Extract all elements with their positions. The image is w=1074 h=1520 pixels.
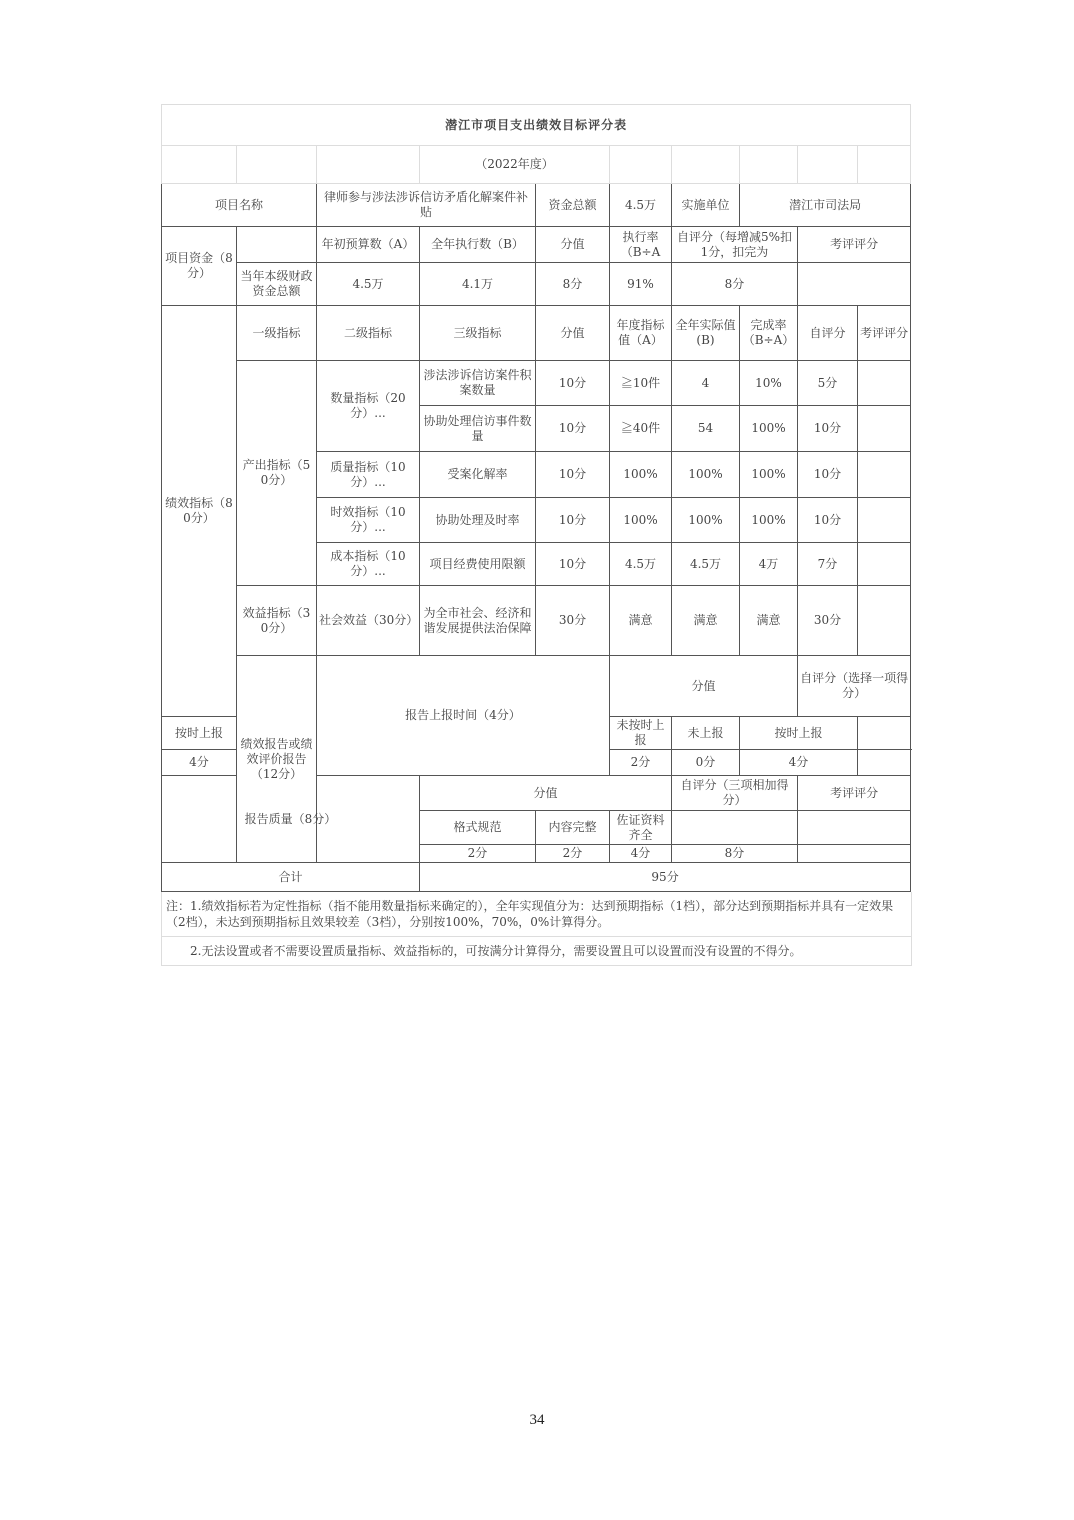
actual-cell: 4 xyxy=(672,361,740,406)
perf-l2-header: 二级指标 xyxy=(317,306,420,361)
review-cell xyxy=(858,543,911,586)
unit-value: 潜江市司法局 xyxy=(740,184,911,227)
review-cell xyxy=(858,498,911,543)
rate-cell: 10% xyxy=(740,361,798,406)
option-late: 未按时上报 xyxy=(610,717,672,750)
review-cell xyxy=(858,361,911,406)
year-label: （2022年度） xyxy=(420,146,610,184)
scoring-sheet xyxy=(161,104,910,966)
rate-cell: 100% xyxy=(740,406,798,452)
funds-score: 8分 xyxy=(536,263,610,306)
self-score-cell: 10分 xyxy=(798,452,858,498)
note-2: 2.无法设置或者不需要设置质量指标、效益指标的，可按满分计算得分，需要设置且可以设置而没有设置的不得分。 xyxy=(162,936,911,965)
funds-review-header: 考评评分 xyxy=(798,227,911,263)
report-time-label: 报告上报时间（4分） xyxy=(317,656,610,776)
funds-row-label: 项目资金（8分） xyxy=(162,227,237,306)
report-time-header-row xyxy=(162,656,911,717)
funds-source-label: 当年本级财政资金总额 xyxy=(237,263,317,306)
perf-review-header: 考评评分 xyxy=(858,306,911,361)
self-score-cell: 5分 xyxy=(798,361,858,406)
perf-target-header: 年度指标值（A） xyxy=(610,306,672,361)
perf-l1-header: 一级指标 xyxy=(237,306,317,361)
points-format: 2分 xyxy=(420,845,536,863)
fund-total-label: 资金总额 xyxy=(536,184,610,227)
page-number: 34 xyxy=(529,1412,545,1428)
actual-cell: 满意 xyxy=(672,586,740,656)
self-score-cell: 10分 xyxy=(798,498,858,543)
funds-self-header: 自评分（每增减5%扣1分，扣完为 xyxy=(672,227,798,263)
perf-actual-header: 全年实际值(B) xyxy=(672,306,740,361)
fund-total-value: 4.5万 xyxy=(610,184,672,227)
option-ontime: 按时上报 xyxy=(162,717,237,750)
l2-indicator: 数量指标（20分）... xyxy=(317,361,420,452)
report-quality-self-label: 自评分（三项相加得分） xyxy=(672,776,798,811)
report-quality-self-points: 8分 xyxy=(672,845,798,863)
project-name-value: 律师参与涉法涉诉信访矛盾化解案件补贴 xyxy=(317,184,536,227)
target-cell: 4.5万 xyxy=(610,543,672,586)
actual-cell: 100% xyxy=(672,452,740,498)
l3-indicator: 协助处理信访事件数量 xyxy=(420,406,536,452)
score-cell: 10分 xyxy=(536,406,610,452)
self-score-cell: 7分 xyxy=(798,543,858,586)
report-quality-label: 报告质量（8分） xyxy=(162,776,420,863)
l2-indicator: 成本指标（10分）... xyxy=(317,543,420,586)
option-evidence: 佐证资料齐全 xyxy=(610,811,672,845)
l3-indicator: 项目经费使用限额 xyxy=(420,543,536,586)
total-row xyxy=(162,863,911,892)
l3-indicator: 协助处理及时率 xyxy=(420,498,536,543)
option-content: 内容完整 xyxy=(536,811,610,845)
funds-review xyxy=(798,263,911,306)
report-time-self-value: 按时上报 xyxy=(740,717,858,750)
report-row-label: 绩效报告或绩效评价报告（12分） xyxy=(237,656,317,863)
scoring-table xyxy=(161,104,911,892)
rate-cell: 满意 xyxy=(740,586,798,656)
self-score-cell: 10分 xyxy=(798,406,858,452)
l2-indicator: 社会效益（30分） xyxy=(317,586,420,656)
target-cell: 100% xyxy=(610,452,672,498)
l3-indicator: 受案化解率 xyxy=(420,452,536,498)
perf-rate-header: 完成率（B÷A） xyxy=(740,306,798,361)
score-cell: 10分 xyxy=(536,498,610,543)
actual-cell: 54 xyxy=(672,406,740,452)
actual-cell: 100% xyxy=(672,498,740,543)
funds-budget: 4.5万 xyxy=(317,263,420,306)
points-late: 2分 xyxy=(610,750,672,776)
funds-budget-header: 年初预算数（A） xyxy=(317,227,420,263)
l2-indicator: 时效指标（10分）... xyxy=(317,498,420,543)
score-cell: 10分 xyxy=(536,543,610,586)
table-row xyxy=(162,586,911,656)
output-indicator-label: 产出指标（50分） xyxy=(237,361,317,586)
unit-label: 实施单位 xyxy=(672,184,740,227)
score-cell: 10分 xyxy=(536,361,610,406)
review-cell xyxy=(858,452,911,498)
perf-l3-header: 三级指标 xyxy=(420,306,536,361)
points-evidence: 4分 xyxy=(610,845,672,863)
score-cell: 30分 xyxy=(536,586,610,656)
score-cell: 10分 xyxy=(536,452,610,498)
funds-score-header: 分值 xyxy=(536,227,610,263)
perf-score-header: 分值 xyxy=(536,306,610,361)
option-none: 未上报 xyxy=(672,717,740,750)
report-quality-review-label: 考评评分 xyxy=(798,776,911,811)
perf-row-label: 绩效指标（80分） xyxy=(162,306,237,717)
funds-value-row xyxy=(162,263,911,306)
table-row xyxy=(162,361,911,406)
project-name-label: 项目名称 xyxy=(162,184,317,227)
funds-exec: 4.1万 xyxy=(420,263,536,306)
target-cell: ≧10件 xyxy=(610,361,672,406)
rate-cell: 4万 xyxy=(740,543,798,586)
report-time-self-label: 自评分（选择一项得分） xyxy=(798,656,911,717)
review-cell xyxy=(858,406,911,452)
review-cell xyxy=(858,586,911,656)
actual-cell: 4.5万 xyxy=(672,543,740,586)
l3-indicator: 涉法涉诉信访案件积案数量 xyxy=(420,361,536,406)
points-ontime: 4分 xyxy=(162,750,237,776)
total-label: 合计 xyxy=(162,863,420,892)
rate-cell: 100% xyxy=(740,498,798,543)
funds-header-row xyxy=(162,227,911,263)
target-cell: 100% xyxy=(610,498,672,543)
option-format: 格式规范 xyxy=(420,811,536,845)
rate-cell: 100% xyxy=(740,452,798,498)
target-cell: 满意 xyxy=(610,586,672,656)
funds-rate-header: 执行率（B÷A xyxy=(610,227,672,263)
funds-self: 8分 xyxy=(672,263,798,306)
notes-section xyxy=(161,892,912,966)
note-1: 注：1.绩效指标若为定性指标（指不能用数量指标来确定的），全年实现值分为：达到预期指标（1档），部分达到预期指标并具有一定效果（2档），未达到预期指标且效果较差（3档），分别按100%，70%，0%计算得分。 xyxy=(166,899,894,929)
funds-rate: 91% xyxy=(610,263,672,306)
benefit-indicator-label: 效益指标（30分） xyxy=(237,586,317,656)
total-value: 95分 xyxy=(420,863,911,892)
l2-indicator: 质量指标（10分）... xyxy=(317,452,420,498)
self-score-cell: 30分 xyxy=(798,586,858,656)
points-none: 0分 xyxy=(672,750,740,776)
perf-header-row xyxy=(162,306,911,361)
perf-self-header: 自评分 xyxy=(798,306,858,361)
target-cell: ≧40件 xyxy=(610,406,672,452)
points-content: 2分 xyxy=(536,845,610,863)
report-time-score-label: 分值 xyxy=(610,656,798,717)
page-title: 潜江市项目支出绩效目标评分表 xyxy=(162,105,911,146)
funds-exec-header: 全年执行数（B） xyxy=(420,227,536,263)
l3-indicator: 为全市社会、经济和谐发展提供法治保障 xyxy=(420,586,536,656)
project-info-row xyxy=(162,184,911,227)
report-quality-score-label: 分值 xyxy=(420,776,672,811)
report-time-self-points: 4分 xyxy=(740,750,858,776)
